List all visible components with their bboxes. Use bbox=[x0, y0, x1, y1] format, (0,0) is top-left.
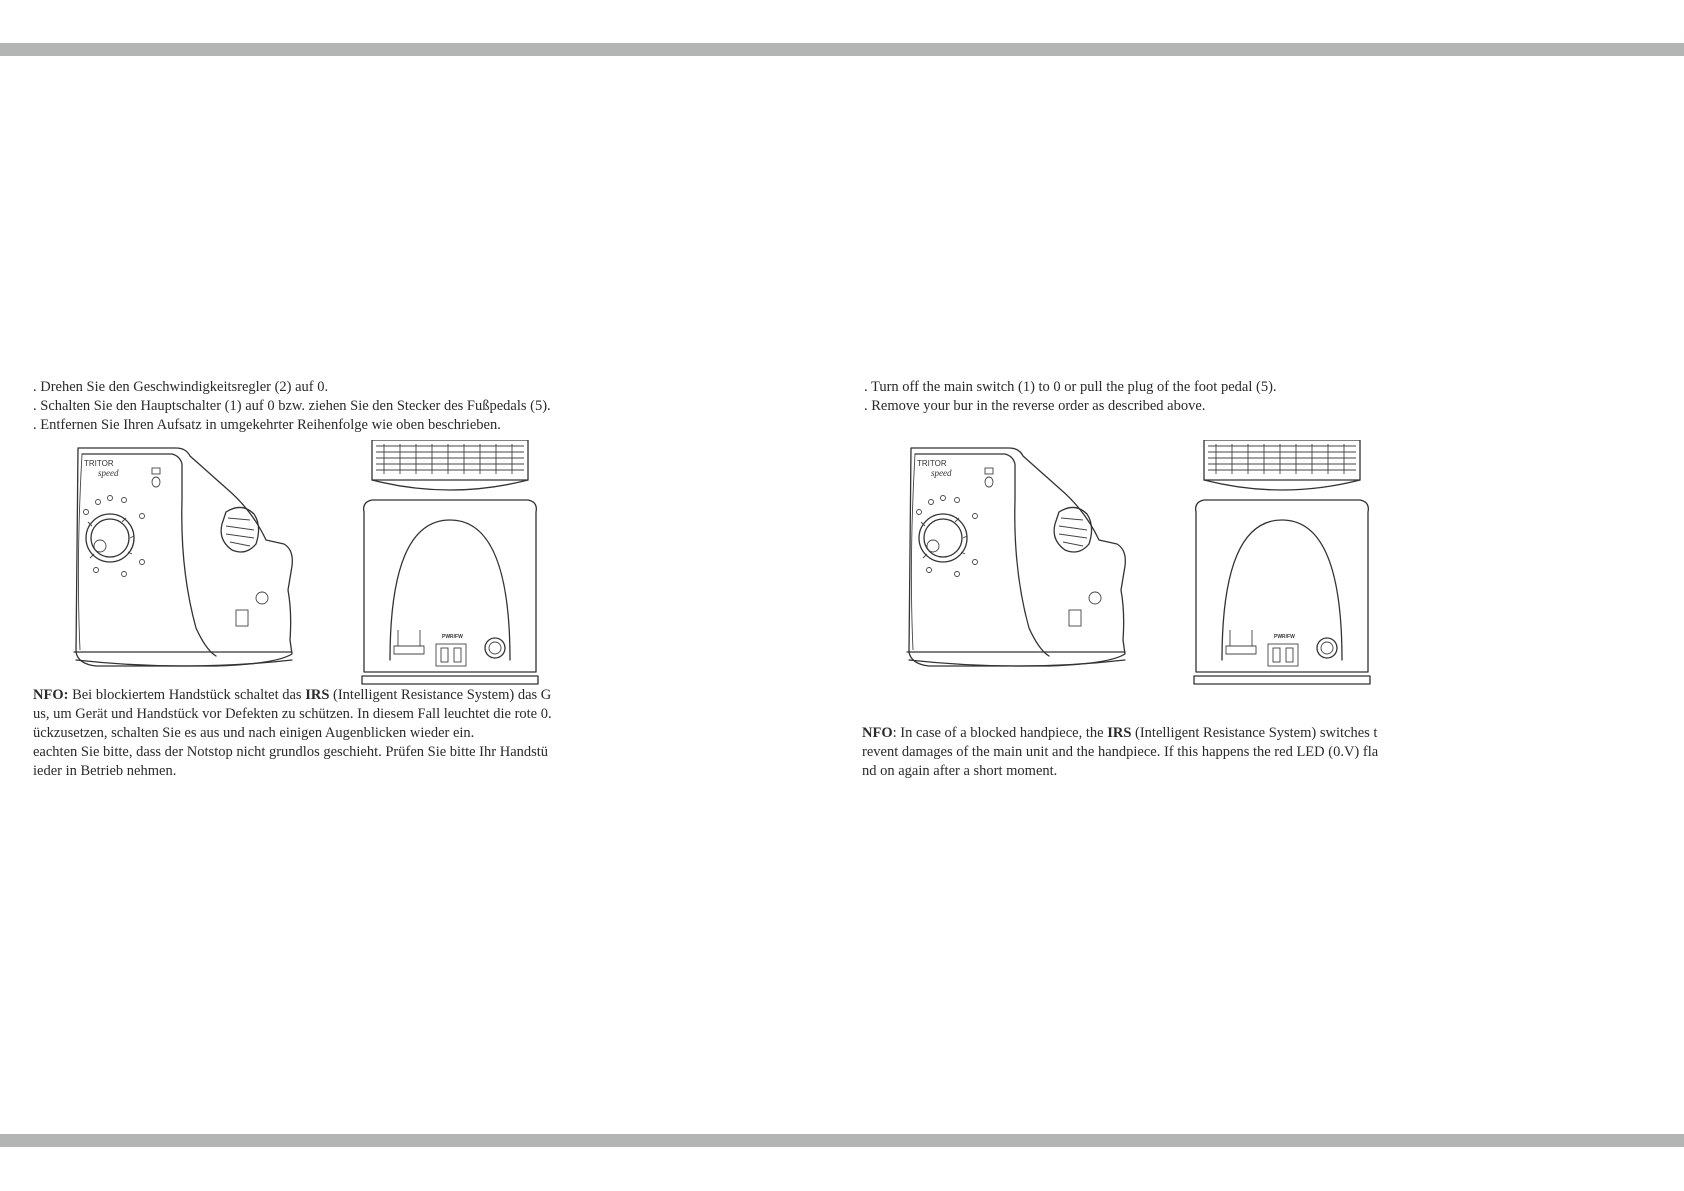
german-info-text: Bei blockiertem Handstück schaltet das bbox=[68, 687, 306, 703]
rear-panel-label: PWR/FW bbox=[442, 634, 463, 640]
german-info-line-5: ieder in Betrieb nehmen. bbox=[33, 763, 177, 779]
german-info-label: NFO: bbox=[33, 687, 69, 703]
english-info-text: (Intelligent Resistance System) switches t bbox=[1131, 725, 1378, 741]
brand-logo-text: TRITOR bbox=[84, 459, 114, 468]
german-step-2: . Schalten Sie den Hauptschalter (1) auf 0 bzw. ziehen Sie den Stecker des Fußpedals (5). bbox=[33, 398, 551, 414]
german-info-text: (Intelligent Resistance System) das G bbox=[329, 687, 552, 703]
irs-term: IRS bbox=[1107, 725, 1132, 741]
brand-logo-script: speed bbox=[931, 468, 952, 478]
device-side-illustration-en bbox=[899, 440, 1139, 680]
device-side-illustration-de bbox=[66, 440, 306, 680]
english-steps bbox=[864, 378, 1277, 416]
rear-panel-label: PWR/FW bbox=[1274, 634, 1295, 640]
english-info-line-3: nd on again after a short moment. bbox=[862, 763, 1058, 779]
german-steps bbox=[33, 378, 551, 435]
german-step-3: . Entfernen Sie Ihren Aufsatz in umgekehrter Reihenfolge wie oben beschrieben. bbox=[33, 417, 501, 433]
brand-logo-script: speed bbox=[98, 468, 119, 478]
german-info-line-1 bbox=[33, 686, 552, 705]
english-info-line-1 bbox=[862, 724, 1378, 743]
english-info-line-2: revent damages of the main unit and the handpiece. If this happens the red LED (0.V) fla bbox=[862, 744, 1379, 760]
german-info-line-3: ückzusetzen, schalten Sie es aus und nach einigen Augenblicken wieder ein. bbox=[33, 725, 475, 741]
english-info-label: NFO bbox=[862, 725, 893, 741]
bottom-gray-bar bbox=[0, 1134, 1684, 1147]
top-gray-bar bbox=[0, 43, 1684, 56]
device-rear-illustration-en bbox=[1192, 440, 1372, 690]
english-step-2: . Remove your bur in the reverse order as described above. bbox=[864, 398, 1206, 414]
german-info-note bbox=[33, 686, 552, 781]
english-info-note bbox=[862, 724, 1378, 781]
german-info-line-4: eachten Sie bitte, dass der Notstop nicht grundlos geschieht. Prüfen Sie bitte Ihr Handstü bbox=[33, 744, 549, 760]
english-info-text: : In case of a blocked handpiece, the bbox=[892, 725, 1108, 741]
english-step-1: . Turn off the main switch (1) to 0 or pull the plug of the foot pedal (5). bbox=[864, 379, 1277, 395]
irs-term: IRS bbox=[305, 687, 330, 703]
german-info-line-2: us, um Gerät und Handstück vor Defekten zu schützen. In diesem Fall leuchtet die rote 0. bbox=[33, 706, 552, 722]
german-step-1: . Drehen Sie den Geschwindigkeitsregler (2) auf 0. bbox=[33, 379, 329, 395]
brand-logo-text: TRITOR bbox=[917, 459, 947, 468]
device-rear-illustration-de bbox=[360, 440, 540, 690]
